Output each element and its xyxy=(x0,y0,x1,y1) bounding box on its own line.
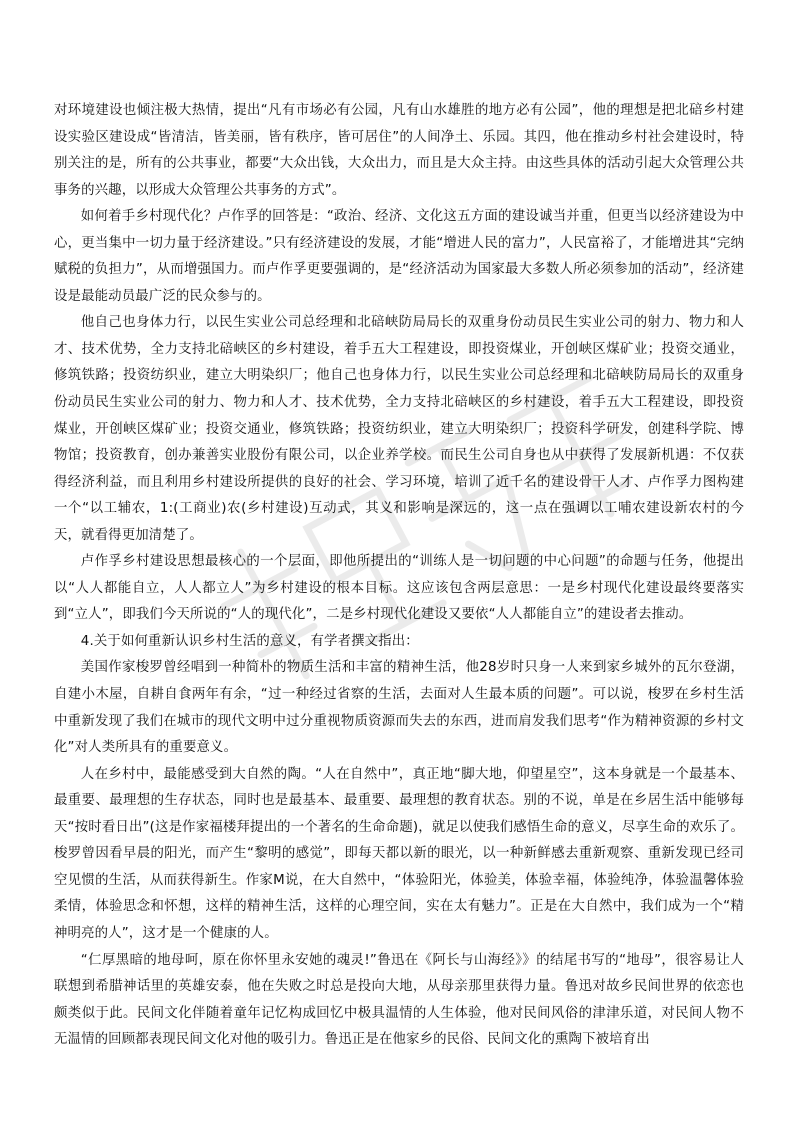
paragraph-environment: 对环境建设也倾注极大热情，提出“凡有市场必有公园，凡有山水雄胜的地方必有公园”，他的理想是把北碚乡村建设实验区建设成“皆清洁，皆美丽，皆有秩序，皆可居住”的人间净土、乐园。其四，他在推动乡村社会建设时，特别关注的是，所有的公共事业，都要“大众出钱，大众出力，而且是大众主持。由这些具体的活动引起大众管理公共事务的兴趣，以形成大众管理公共事务的方式”。 xyxy=(54,103,744,198)
question-item-4: 4.关于如何重新认识乡村生活的意义，有学者撰文指出： xyxy=(80,633,419,649)
paragraph-core-idea: 卢作孚乡村建设思想最核心的一个层面，即他所提出的“训练人是一切问题的中心问题”的命题与任务，他提出以“人人都能自立，人人都立人”为乡村建设的根本目标。这应该包含两层意思：一是乡村现代化建设最终要落实到“立人”，即我们今天所说的“人的现代化”，二是乡村现代化建设又要依“人人都能自立”的建设者去推动。 xyxy=(54,554,744,623)
passage-paragraph-nature: 人在乡村中，最能感受到大自然的陶。“人在自然中”，真正地“脚大地，仰望星空”，这本身就是一个最基本、最重要、最理想的生存状态，同时也是最基本、最重要、最理想的教育状态。别的不说，单是在乡居生活中能够每天“按时看日出”(这是作家福楼拜提出的一个著名的生命命题)，就足以使我们感悟生命的意义，尽享生命的欢乐了。梭罗曾因看早晨的阳光，而产生“黎明的感觉”，即每天都以新的眼光，以一种新鲜感去重新观察、重新发现已经司空见惯的生活，从而获得新生。作家M说，在大自然中，“体验阳光，体验美，体验幸福，体验纯净，体验温馨体验柔情，体验思念和怀想，这样的精神生活，这样的心理空间，实在太有魅力”。正是在大自然中，我们成为一个“精神明亮的人”，这才是一个健康的人。 xyxy=(54,766,744,941)
document-body xyxy=(54,98,744,1054)
passage-paragraph-luxun: “仁厚黑暗的地母呵，原在你怀里永安她的魂灵!”鲁迅在《阿长与山海经》》的结尾书写的“地母”，很容易让人联想到希腊神话里的英雄安泰，他在失败之时总是投向大地，从母亲那里获得力量。鲁迅对故乡民间世界的依恋也颇类似于此。民间文化伴随着童年记忆构成回忆中极具温情的人生体验，他对民间风俗的津津乐道，对民间人物不无温情的回顾都表现民间文化对他的吸引力。鲁迅正是在他家乡的民俗、民间文化的熏陶下被培育出 xyxy=(54,952,744,1048)
paragraph-modernization: 如何着手乡村现代化？卢作孚的回答是：“政治、经济、文化这五方面的建设诚当并重，但更当以经济建设为中心，更当集中一切力量于经济建设。”只有经济建设的发展，才能“增进人民的富力”，人民富裕了，才能增进其“完纳赋税的负担力”，从而增强国力。而卢作孚更要强调的，是“经济活动为国家最大多数人所必须参加的活动”，经济建设是最能动员最广泛的民众参与的。 xyxy=(54,209,744,304)
paragraph-enterprise: 他自己也身体力行，以民生实业公司总经理和北碚峡防局局长的双重身份动员民生实业公司的射力、物力和人才、技术优势，全力支持北碚峡区的乡村建设，着手五大工程建设，即投资煤业，开创峡区煤矿业；投资交通业，修筑铁路；投资纺织业，建立大明染织厂；他自己也身体力行，以民生实业公司总经理和北碚峡防局局长的双重身份动员民生实业公司的射力、物力和人才、技术优势，全力支持北碚峡区的乡村建设，着手五大工程建设，即投资煤业，开创峡区煤矿业；投资交通业，修筑铁路；投资纺织业，建立大明染织厂；投资科学研发，创建科学院、博物馆；投资教育，创办兼善实业股份有限公司，以企业养学校。而民生公司自身也从中获得了发展新机遇：不仅获得经济利益，而且利用乡村建设所提供的良好的社会、学习环境，培训了近千名的建设骨干人才、卢作孚力图构建一个“以工辅农，1:(工商业)农(乡村建设)互动式，其义和影响是深远的，这一点在强调以工哺农建设新农村的今天，就看得更加清楚了。 xyxy=(54,315,744,543)
passage-paragraph-thoreau: 美国作家梭罗曾经唱到一种简朴的物质生活和丰富的精神生活，他28岁时只身一人来到家乡城外的瓦尔登湖，自建小木屋，自耕自食两年有余，“过一种经过省察的生活，去面对人生最本质的问题”。可以说，梭罗在乡村生活中重新发现了我们在城市的现代文明中过分重视物质资源而失去的东西，进而肩发我们思考“作为精神资源的乡村文化”对人类所具有的重要意义。 xyxy=(54,660,744,756)
